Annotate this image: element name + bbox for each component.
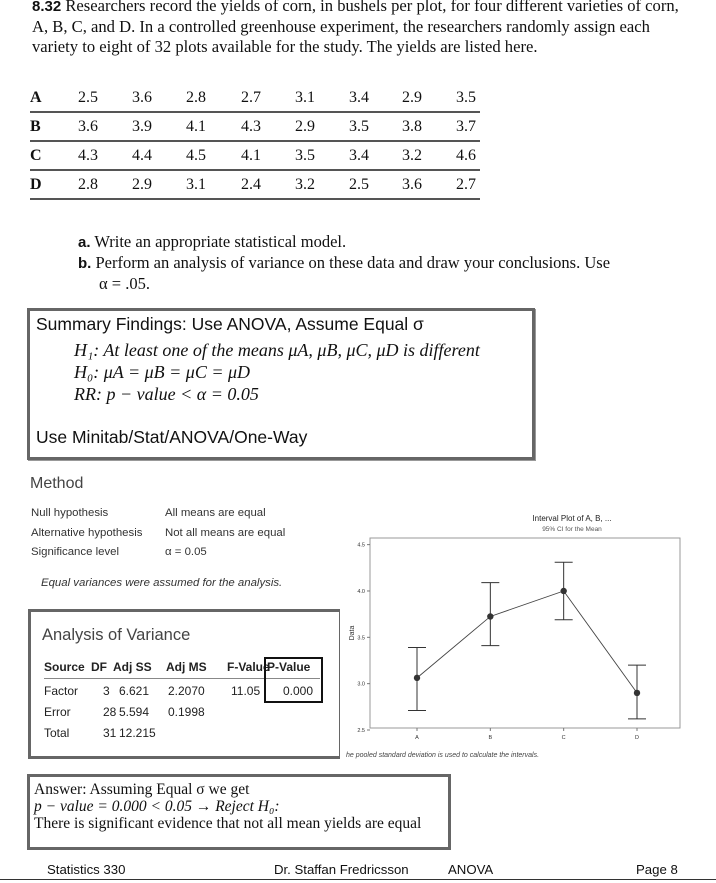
y-tick-label: 3.0 <box>357 681 365 688</box>
footer-topic: ANOVA <box>448 862 494 877</box>
table-cell: 3.6 <box>132 89 152 106</box>
answer-line-3: There is significant evidence that not all mean yields are equal <box>34 815 422 832</box>
anova-cell: 0.000 <box>283 684 314 698</box>
anova-header: DF <box>91 660 107 674</box>
table-cell: 3.2 <box>295 176 315 193</box>
table-cell: 3.9 <box>132 118 152 135</box>
anova-cell: Error <box>44 705 71 719</box>
method-title: Method <box>30 475 84 492</box>
mean-point <box>634 690 640 696</box>
mean-point <box>414 675 420 681</box>
question-a-text: Write an appropriate statistical model. <box>94 232 347 251</box>
footer-course: Statistics 330 <box>47 862 126 877</box>
anova-cell: 28 <box>103 705 117 719</box>
table-cell: 2.7 <box>241 89 261 106</box>
plot-title: Interval Plot of A, B, ... <box>532 514 612 523</box>
anova-cell: 12.215 <box>119 726 156 740</box>
y-axis-label: Data <box>349 625 356 641</box>
row-label: A <box>30 89 42 106</box>
table-cell: 4.5 <box>186 147 206 164</box>
anova-cell: Factor <box>44 684 79 698</box>
y-tick-label: 4.0 <box>357 588 365 595</box>
anova-title: Analysis of Variance <box>42 626 191 644</box>
alt-hypothesis-value: Not all means are equal <box>165 527 286 539</box>
mean-point <box>560 588 566 594</box>
table-cell: 3.6 <box>402 176 422 193</box>
table-cell: 2.9 <box>295 118 315 135</box>
table-cell: 4.1 <box>241 147 261 164</box>
problem-number: 8.32 <box>32 0 62 15</box>
table-cell: 3.5 <box>349 118 369 135</box>
question-b-alpha <box>78 274 688 294</box>
table-cell: 3.1 <box>295 89 315 106</box>
anova-cell: 0.1998 <box>168 705 205 719</box>
p-value-highlight <box>264 657 323 703</box>
questions <box>78 232 688 294</box>
table-cell: 2.5 <box>349 176 369 193</box>
problem-text: Researchers record the yields of corn, in bushels per plot, for four different varieties of corn, A, B, C, and D. In a controlled greenhouse experiment, the researchers randomly assign each variety to eight of 32 plots available for the study. The yields are listed here. <box>32 0 679 56</box>
null-hypothesis-value: All means are equal <box>165 507 266 519</box>
row-label: D <box>30 176 42 193</box>
anova-header: Source <box>44 660 85 674</box>
question-a <box>78 232 688 253</box>
x-tick-label: C <box>561 735 566 741</box>
table-cell: 3.6 <box>78 118 98 135</box>
question-a-label: a. <box>78 234 91 251</box>
question-b-text: Perform an analysis of variance on these data and draw your conclusions. Use <box>95 253 611 272</box>
question-b-label: b. <box>78 255 92 272</box>
table-cell: 2.5 <box>78 89 98 106</box>
answer-line-2: p − value = 0.000 < 0.05 → Reject H₀: <box>34 798 280 815</box>
y-tick-label: 3.5 <box>357 635 365 642</box>
minitab-path: Use Minitab/Stat/ANOVA/One-Way <box>36 427 308 447</box>
yield-table <box>30 84 480 200</box>
mean-point <box>487 613 493 619</box>
y-tick-label: 4.5 <box>357 542 365 549</box>
plot-subtitle: 95% CI for the Mean <box>542 526 602 533</box>
footer-author: Dr. Staffan Fredricsson <box>274 862 409 877</box>
table-row <box>30 113 480 142</box>
table-cell: 2.4 <box>241 176 261 193</box>
table-cell: 4.3 <box>78 147 98 164</box>
anova-header: P-Value <box>267 660 311 674</box>
table-cell: 4.3 <box>241 118 261 135</box>
row-label: C <box>30 147 42 164</box>
answer <box>34 781 421 832</box>
anova-cell: Total <box>44 726 70 740</box>
table-row <box>30 84 480 113</box>
table-cell: 2.7 <box>456 176 476 193</box>
alternative-hypothesis: H₁: At least one of the means μA, μB, μC, μD is different <box>74 340 480 360</box>
x-tick-label: B <box>488 735 493 741</box>
table-row <box>30 171 480 200</box>
interval-plot <box>340 505 700 765</box>
table-cell: 2.9 <box>402 89 422 106</box>
anova-cell: 31 <box>103 726 117 740</box>
table-cell: 4.6 <box>456 147 476 164</box>
table-cell: 3.5 <box>456 89 476 106</box>
anova-header: Adj SS <box>113 660 152 674</box>
table-cell: 3.4 <box>349 89 369 106</box>
problem-statement <box>32 0 692 57</box>
y-tick-label: 2.5 <box>357 728 365 734</box>
table-cell: 4.4 <box>132 147 152 164</box>
summary-title: Summary Findings: Use ANOVA, Assume Equal σ <box>36 314 424 334</box>
table-cell: 3.8 <box>402 118 422 135</box>
x-tick-label: A <box>415 735 419 741</box>
row-label: B <box>30 118 41 135</box>
table-row <box>30 142 480 171</box>
question-b-alpha-text: α = .05. <box>99 274 150 293</box>
table-cell: 3.1 <box>186 176 206 193</box>
table-cell: 3.4 <box>349 147 369 164</box>
anova-cell: 6.621 <box>119 684 150 698</box>
alt-hypothesis-label: Alternative hypothesis <box>31 527 143 539</box>
anova-cell: 5.594 <box>119 705 150 719</box>
table-cell: 4.1 <box>186 118 206 135</box>
anova-cell: 11.05 <box>231 684 261 698</box>
rejection-rule: RR: p − value < α = 0.05 <box>74 384 259 404</box>
table-cell: 3.5 <box>295 147 315 164</box>
significance-label: Significance level <box>31 546 120 558</box>
question-b <box>78 253 688 274</box>
table-cell: 2.8 <box>78 176 98 193</box>
significance-value: α = 0.05 <box>165 546 207 558</box>
x-tick-label: D <box>635 735 639 741</box>
answer-line-1: Answer: Assuming Equal σ we get <box>34 781 250 798</box>
anova-cell: 3 <box>103 684 110 698</box>
table-cell: 2.8 <box>186 89 206 106</box>
anova-cell: 2.2070 <box>168 684 205 698</box>
null-hypothesis: H₀: μA = μB = μC = μD <box>74 362 251 382</box>
plot-footnote: he pooled standard deviation is used to calculate the intervals. <box>346 752 540 759</box>
anova-header: F-Value <box>227 660 270 674</box>
null-hypothesis-label: Null hypothesis <box>31 507 109 519</box>
table-cell: 3.2 <box>402 147 422 164</box>
anova-header: Adj MS <box>166 660 207 674</box>
equal-variance-note: Equal variances were assumed for the analysis. <box>41 577 283 589</box>
table-cell: 3.7 <box>456 118 476 135</box>
table-cell: 2.9 <box>132 176 152 193</box>
footer-rule <box>0 879 716 880</box>
footer-page: Page 8 <box>636 862 678 877</box>
